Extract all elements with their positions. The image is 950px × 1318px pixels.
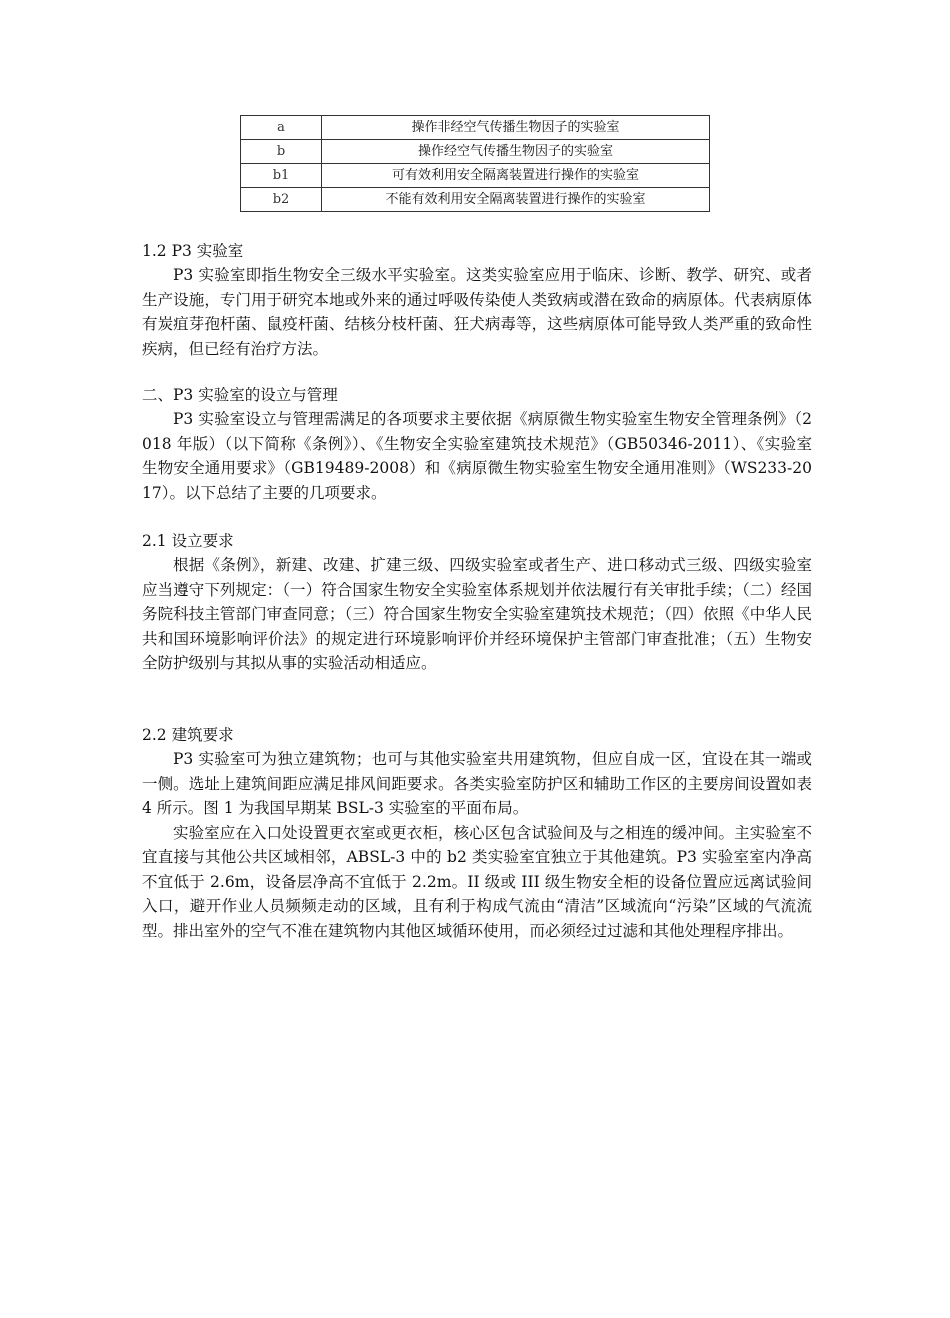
table-row bbox=[241, 188, 710, 212]
section-heading: 2.1 设立要求 bbox=[142, 532, 234, 550]
lab-classification-table bbox=[240, 115, 710, 212]
section-2-2 bbox=[142, 723, 812, 943]
table-cell-code: b2 bbox=[241, 188, 322, 212]
table-cell-desc: 操作经空气传播生物因子的实验室 bbox=[322, 140, 710, 164]
section-heading: 1.2 P3 实验室 bbox=[142, 242, 244, 260]
table-cell-desc: 操作非经空气传播生物因子的实验室 bbox=[322, 116, 710, 140]
section-paragraph: P3 实验室可为独立建筑物；也可与其他实验室共用建筑物，但应自成一区，宜设在其一端或一侧。选址上建筑间距应满足排风间距要求。各类实验室防护区和辅助工作区的主要房间设置如表 4 所示。图 1 为我国早期某 BSL-3 实验室的平面布局。 bbox=[142, 750, 812, 817]
section-paragraph: 根据《条例》，新建、改建、扩建三级、四级实验室或者生产、进口移动式三级、四级实验室应当遵守下列规定：（一）符合国家生物安全实验室体系规划并依法履行有关审批手续；（二）经国务院科技主管部门审查同意；（三）符合国家生物安全实验室建筑技术规范；（四）依照《中华人民共和国环境影响评价法》的规定进行环境影响评价并经环境保护主管部门审查批准；（五）生物安全防护级别与其拟从事的实验活动相适应。 bbox=[142, 556, 812, 672]
section-heading: 2.2 建筑要求 bbox=[142, 726, 234, 744]
table-cell-desc: 不能有效利用安全隔离装置进行操作的实验室 bbox=[322, 188, 710, 212]
section-paragraph: P3 实验室设立与管理需满足的各项要求主要依据《病原微生物实验室生物安全管理条例》（2018 年版）（以下简称《条例》）、《生物安全实验室建筑技术规范》（GB50346-2011）、《实验室生物安全通用要求》（GB19489-2008）和《病原微生物实验室生物安全通用准则》（WS233-2017）。以下总结了主要的几项要求。 bbox=[142, 410, 812, 502]
table-cell-code: b1 bbox=[241, 164, 322, 188]
section-paragraph: 实验室应在入口处设置更衣室或更衣柜，核心区包含试验间及与之相连的缓冲间。主实验室不宜直接与其他公共区域相邻，ABSL-3 中的 b2 类实验室宜独立于其他建筑。P3 实验室室内净高不宜低于 2.6m，设备层净高不宜低于 2.2m。II 级或 III 级生物安全柜的设备位置应远离试验间入口，避开作业人员频频走动的区域，且有利于构成气流由“清洁”区域流向“污染”区域的气流流型。排出室外的空气不准在建筑物内其他区域循环使用，而必须经过过滤和其他处理程序排出。 bbox=[142, 823, 812, 940]
table-row bbox=[241, 164, 710, 188]
table-cell-desc: 可有效利用安全隔离装置进行操作的实验室 bbox=[322, 164, 710, 188]
section-1-2 bbox=[142, 239, 812, 361]
table-row bbox=[241, 116, 710, 140]
section-2-1 bbox=[142, 529, 812, 676]
table-cell-code: b bbox=[241, 140, 322, 164]
section-2 bbox=[142, 383, 812, 505]
section-paragraph: P3 实验室即指生物安全三级水平实验室。这类实验室应用于临床、诊断、教学、研究、或者生产设施，专门用于研究本地或外来的通过呼吸传染使人类致病或潜在致命的病原体。代表病原体有炭疽芽孢杆菌、鼠疫杆菌、结核分枝杆菌、狂犬病毒等，这些病原体可能导致人类严重的致命性疾病，但已经有治疗方法。 bbox=[142, 266, 812, 358]
table-cell-code: a bbox=[241, 116, 322, 140]
section-heading: 二、P3 实验室的设立与管理 bbox=[142, 386, 338, 404]
table-row bbox=[241, 140, 710, 164]
